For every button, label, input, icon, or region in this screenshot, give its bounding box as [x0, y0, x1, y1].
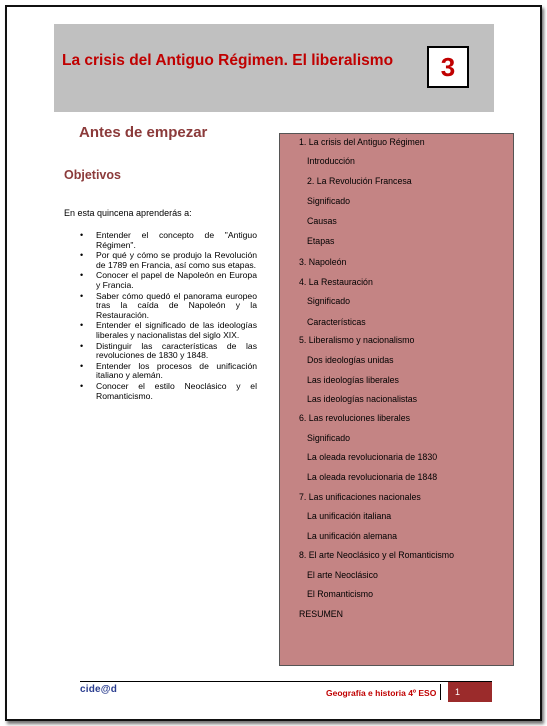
toc-item[interactable]: Etapas — [307, 236, 335, 246]
toc-item[interactable]: Significado — [307, 196, 351, 206]
objective-item: • Por qué y cómo se produjo la Revolución de 1789 en Francia, así como sus etapas. — [64, 251, 257, 270]
toc-item[interactable]: La unificación alemana — [307, 531, 397, 541]
objective-item: • Conocer el estilo Neoclásico y el Romanticismo. — [64, 382, 257, 401]
toc-item[interactable]: RESUMEN — [299, 609, 343, 619]
toc-item[interactable]: 2. La Revolución Francesa — [307, 176, 412, 186]
cidead-logo: cide@d — [80, 684, 118, 695]
objective-item: • Entender el significado de las ideologías liberales y nacionalistas del siglo XIX. — [64, 321, 257, 340]
toc-item[interactable]: El arte Neoclásico — [307, 570, 378, 580]
toc-item[interactable]: Causas — [307, 216, 337, 226]
page-number: 1 — [455, 687, 461, 697]
objective-item: • Saber cómo quedó el panorama europeo tras la caída de Napoleón y la Restauración. — [64, 292, 257, 321]
objective-item: • Distinguir las características de las revoluciones de 1830 y 1848. — [64, 342, 257, 361]
objectives-list — [64, 231, 257, 402]
toc-item[interactable]: Características — [307, 317, 366, 327]
section-heading: Antes de empezar — [79, 124, 208, 141]
chapter-title: La crisis del Antiguo Régimen. El liberalismo — [62, 52, 394, 69]
objective-item: • Entender los procesos de unificación italiano y alemán. — [64, 362, 257, 381]
objective-item: • Conocer el papel de Napoleón en Europa y Francia. — [64, 271, 257, 290]
toc-item[interactable]: Significado — [307, 296, 351, 306]
toc-item[interactable]: La oleada revolucionaria de 1848 — [307, 472, 438, 482]
objectives-heading: Objetivos — [64, 168, 121, 182]
toc-item[interactable]: 4. La Restauración — [299, 277, 373, 287]
objectives-intro: En esta quincena aprenderás a: — [64, 208, 192, 218]
chapter-number: 3 — [440, 52, 456, 82]
toc-item[interactable]: La unificación italiana — [307, 511, 392, 521]
toc-item[interactable]: Dos ideologías unidas — [307, 355, 394, 365]
toc-item[interactable]: 1. La crisis del Antiguo Régimen — [299, 137, 425, 147]
toc-item[interactable]: Las ideologías nacionalistas — [307, 394, 418, 404]
footer-separator — [440, 684, 441, 700]
footer-subject: Geografía e historia 4º ESO — [326, 688, 437, 698]
footer-divider — [80, 681, 492, 682]
toc-item[interactable]: Las ideologías liberales — [307, 375, 399, 385]
toc-item[interactable]: Introducción — [307, 156, 355, 166]
toc-item[interactable]: La oleada revolucionaria de 1830 — [307, 452, 438, 462]
toc-item[interactable]: Significado — [307, 433, 351, 443]
toc-item[interactable]: 6. Las revoluciones liberales — [299, 413, 411, 423]
toc-item[interactable]: 7. Las unificaciones nacionales — [299, 492, 421, 502]
chapter-number-box — [427, 46, 469, 88]
toc-item[interactable]: 8. El arte Neoclásico y el Romanticismo — [299, 550, 454, 560]
toc-item[interactable]: 3. Napoleón — [299, 257, 347, 267]
toc-item[interactable]: 5. Liberalismo y nacionalismo — [299, 335, 415, 345]
toc-item[interactable]: El Romanticismo — [307, 589, 373, 599]
objective-item: • Entender el concepto de "Antiguo Régimen". — [64, 231, 257, 250]
